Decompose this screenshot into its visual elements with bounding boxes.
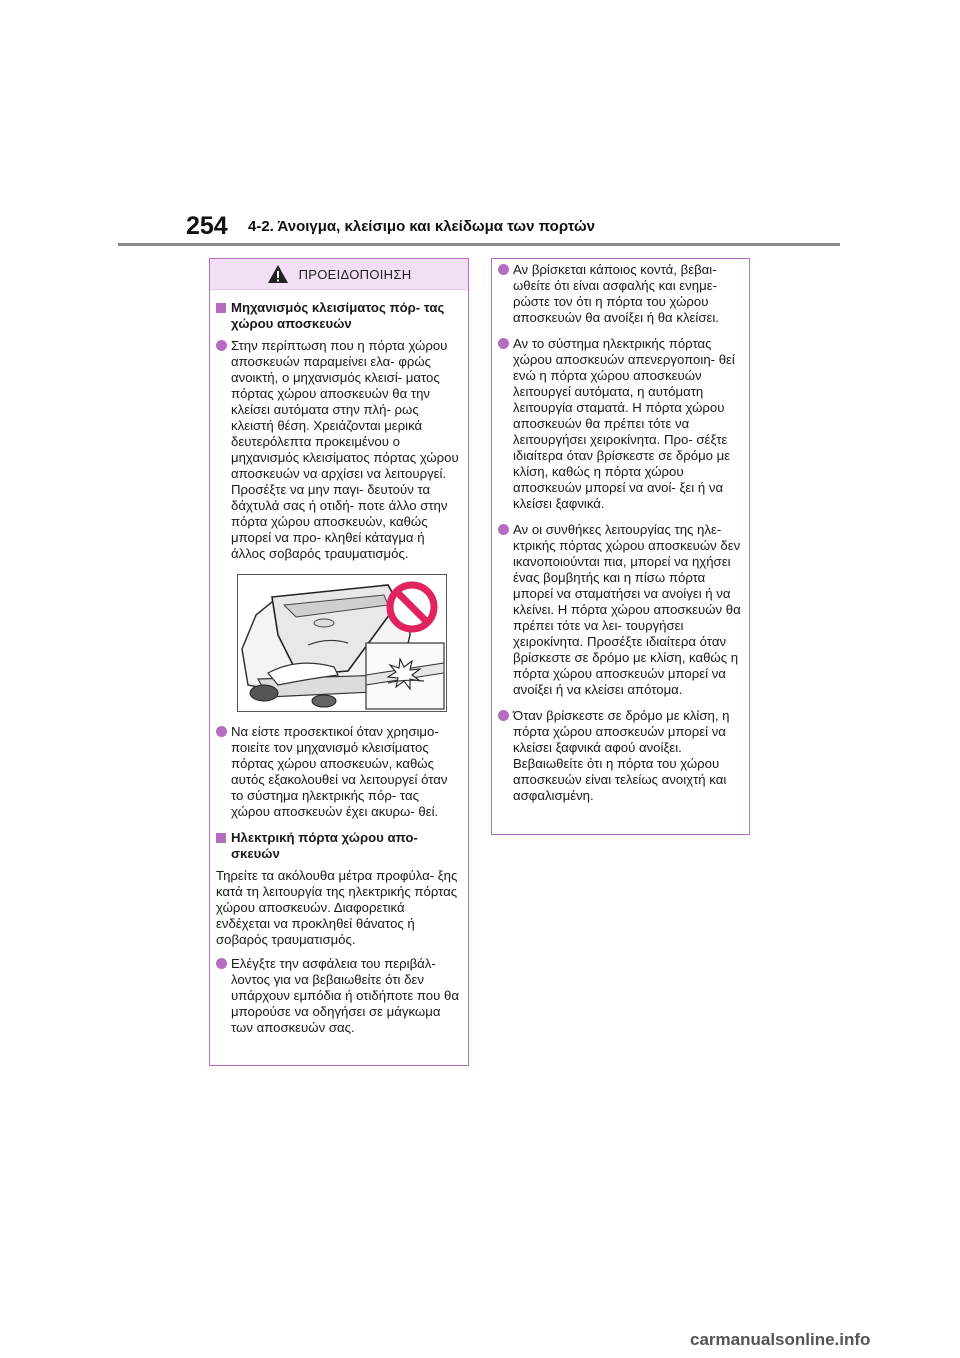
section-paragraph: Τηρείτε τα ακόλουθα μέτρα προφύλα- ξης κατά τη λειτουργία της ηλεκτρικής πόρτας χώρου αποσκευών. Διαφορετικά ενδέχεται να προκληθεί θάνατος ή σοβαρός τραυματισμός. [216,868,458,947]
square-bullet-icon [216,833,226,843]
warning-header [210,259,468,290]
square-bullet-icon [216,303,226,313]
bullet-dot-icon [498,338,509,349]
tailgate-warning-illustration [237,574,447,712]
header-divider [118,243,840,246]
chapter-title: 4-2. Άνοιγμα, κλείσιμο και κλείδωμα των πορτών [248,218,595,235]
bullet-dot-icon [216,340,227,351]
tailgate-car-illustration [238,575,446,711]
section-heading-closer [216,300,460,332]
list-item [498,708,741,804]
list-item-text: Αν βρίσκεται κάποιος κοντά, βεβαι- ωθείτε ότι είναι ασφαλής και ενημε- ρώστε τον ότι η πόρτα του χώρου αποσκευών θα ανοίξει ή θα κλείσει. [513,262,719,325]
warning-triangle-icon [267,264,289,284]
warning-box-right [491,258,750,835]
list-item-text: Στην περίπτωση που η πόρτα χώρου αποσκευών παραμείνει ελα- φρώς ανοικτή, ο μηχανισμός κλεισί- ματος πόρτας χώρου αποσκευών θα την κλείσει αυτόματα στην πλή- ρως κλειστή θέση. Χρειάζονται μερικά δευτερόλεπτα προκειμένου ο μηχανισμός κλεισίματος πόρτας χώρου αποσκευών να αρχίσει να λειτουργεί. Προσέξτε να μην παγι- δευτούν τα δάχτυλά σας ή οτιδή- ποτε άλλο στην πόρτα χώρου αποσκευών, καθώς μπορεί να προ- κληθεί κάταγμα ή άλλος σοβαρός τραυματισμός. [231,338,459,561]
bullet-dot-icon [216,726,227,737]
warning-content-left [210,290,468,1036]
list-item-text: Ελέγξτε την ασφάλεια του περιβάλ- λοντος για να βεβαιωθείτε ότι δεν υπάρχουν εμπόδια ή οτιδήποτε που θα μπορούσε να οδηγήσει σε μάγκωμα των αποσκευών σας. [231,956,459,1035]
list-item [216,956,460,1036]
list-item [498,522,741,698]
list-item [498,336,741,512]
bullet-dot-icon [216,958,227,969]
list-item [216,724,460,820]
warning-title: ΠΡΟΕΙΔΟΠΟΙΗΣΗ [298,266,412,282]
page-number: 254 [186,212,228,240]
warning-box-left [209,258,469,1066]
list-item-text: Αν το σύστημα ηλεκτρικής πόρτας χώρου αποσκευών απενεργοποιη- θεί ενώ η πόρτα χώρου αποσκευών λειτουργεί αυτόματα, η αυτόματη λειτουργία σταματά. Η πόρτα χώρου αποσκευών θα πρέπει τότε να λειτουργήσει χειροκίνητα. Προ- σέξτε ιδιαίτερα όταν βρίσκεστε σε δρόμο με κλίση, καθώς η πόρτα χώρου αποσκευών μπορεί να ανοί- ξει ή να κλείσει ξαφνικά. [513,336,735,511]
warning-content-right [492,259,749,804]
heading-text: Ηλεκτρική πόρτα χώρου απο- σκευών [231,830,418,861]
section-heading-power-door [216,830,460,862]
bullet-dot-icon [498,264,509,275]
list-item [216,338,460,562]
footer-watermark[interactable]: carmanualsonline.info [690,1330,871,1349]
bullet-dot-icon [498,524,509,535]
list-item-text: Όταν βρίσκεστε σε δρόμο με κλίση, η πόρτα χώρου αποσκευών μπορεί να κλείσει ξαφνικά αφού ανοίξει. Βεβαιωθείτε ότι η πόρτα του χώρου αποσκευών είναι τελείως ανοιχτή και ασφαλισμένη. [513,708,730,803]
list-item-text: Να είστε προσεκτικοί όταν χρησιμο- ποιείτε τον μηχανισμό κλεισίματος πόρτας χώρου αποσκευών, καθώς αυτός εξακολουθεί να λειτουργεί όταν το σύστημα ηλεκτρικής πόρ- τας χώρου αποσκευών έχει ακυρω- θεί. [231,724,448,819]
prohibited-icon [390,585,434,629]
list-item-text: Αν οι συνθήκες λειτουργίας της ηλε- κτρικής πόρτας χώρου αποσκευών δεν ικανοποιούνται πια, μπορεί να ηχήσει ένας βομβητής και η πίσω πόρτα μπορεί να σταματήσει να ανοίγει ή να κλείνει. Η πόρτα χώρου αποσκευών θα πρέπει τότε να λει- τουργήσει χειροκίνητα. Προσέξτε ιδιαίτερα όταν βρίσκεστε σε δρόμο με κλίση, καθώς η πόρτα χώρου αποσκευών μπορεί να ανοίξει ή να κλείσει απότομα. [513,522,741,697]
list-item [498,262,741,326]
bullet-dot-icon [498,710,509,721]
heading-text: Μηχανισμός κλεισίματος πόρ- τας χώρου αποσκευών [231,300,445,331]
